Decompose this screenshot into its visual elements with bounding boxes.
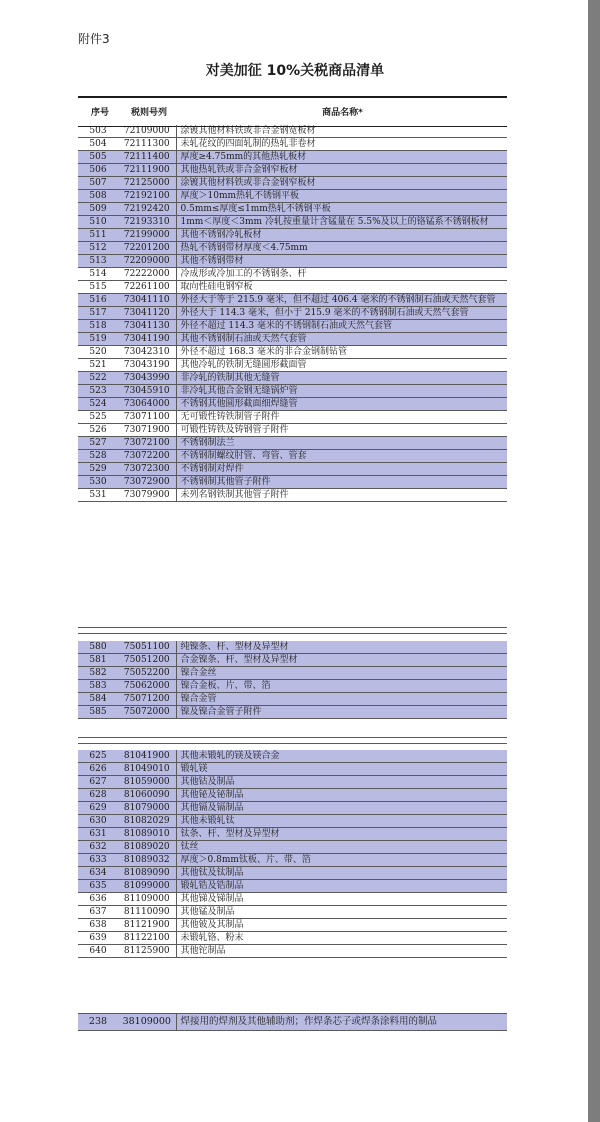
row-number: 526: [78, 424, 118, 437]
row-product-name: 其他锑及锑制品: [176, 893, 507, 906]
row-product-name: 其他热轧铁或非合金钢窄板材: [176, 164, 507, 177]
row-product-name: 取向性硅电钢窄板: [176, 281, 507, 294]
row-product-name: 镍及镍合金管子附件: [176, 706, 507, 719]
table-row: [78, 307, 507, 320]
row-number: 521: [78, 359, 118, 372]
row-product-name: 镍合金板、片、带、箔: [176, 680, 507, 693]
row-tariff-code: 73072300: [118, 463, 176, 476]
table-row: [78, 125, 507, 138]
row-product-name: 其他钴及制品: [176, 776, 507, 789]
row-product-name: 其他不锈钢冷轧板材: [176, 229, 507, 242]
row-number: 580: [78, 641, 118, 654]
tariff-table-group-3: [78, 750, 507, 958]
row-tariff-code: 81125900: [118, 945, 176, 958]
row-tariff-code: 73041120: [118, 307, 176, 320]
row-tariff-code: 81049010: [118, 763, 176, 776]
row-number: 528: [78, 450, 118, 463]
row-product-name: 其他未锻轧钛: [176, 815, 507, 828]
row-number: 633: [78, 854, 118, 867]
table-row: [78, 706, 507, 719]
row-number: 585: [78, 706, 118, 719]
row-product-name: 热轧不锈钢带材厚度＜4.75mm: [176, 242, 507, 255]
row-product-name: 其他镉及镉制品: [176, 802, 507, 815]
row-product-name: 未列名钢铁制其他管子附件: [176, 489, 507, 502]
row-number: 506: [78, 164, 118, 177]
row-tariff-code: 73072900: [118, 476, 176, 489]
row-tariff-code: 75062000: [118, 680, 176, 693]
table-row: [78, 268, 507, 281]
row-product-name: 其他钛及钛制品: [176, 867, 507, 880]
row-product-name: 钛条、杆、型材及异型材: [176, 828, 507, 841]
row-number: 639: [78, 932, 118, 945]
table-row: [78, 1014, 507, 1031]
row-tariff-code: 81059000: [118, 776, 176, 789]
row-tariff-code: 81099000: [118, 880, 176, 893]
row-tariff-code: 73072200: [118, 450, 176, 463]
row-number: 511: [78, 229, 118, 242]
row-tariff-code: 72111400: [118, 151, 176, 164]
table-row: [78, 906, 507, 919]
table-row: [78, 763, 507, 776]
table-row: [78, 372, 507, 385]
row-number: 636: [78, 893, 118, 906]
tariff-table-group-1: [78, 125, 507, 502]
row-tariff-code: 81089090: [118, 867, 176, 880]
row-product-name: 其他铍及其制品: [176, 919, 507, 932]
row-product-name: 0.5mm≤厚度≤1mm热轧不锈钢平板: [176, 203, 507, 216]
row-product-name: 外径大于等于 215.9 毫米，但不超过 406.4 毫米的不锈钢制石油或天然气套管: [176, 294, 507, 307]
row-tariff-code: 72109000: [118, 125, 176, 138]
row-tariff-code: 73043190: [118, 359, 176, 372]
row-product-name: 镍合金丝: [176, 667, 507, 680]
table-row: [78, 680, 507, 693]
row-tariff-code: 72222000: [118, 268, 176, 281]
row-number: 520: [78, 346, 118, 359]
row-product-name: 外径不超过 114.3 毫米的不锈钢制石油或天然气套管: [176, 320, 507, 333]
header-no: 序号: [90, 108, 109, 118]
row-tariff-code: 81121900: [118, 919, 176, 932]
row-number: 522: [78, 372, 118, 385]
row-number: 512: [78, 242, 118, 255]
row-number: 530: [78, 476, 118, 489]
row-product-name: 其他不锈钢制石油或天然气套管: [176, 333, 507, 346]
table-header: [78, 96, 507, 127]
table-row: [78, 945, 507, 958]
row-product-name: 不锈钢制螺纹肘管、弯管、管套: [176, 450, 507, 463]
row-tariff-code: 72192420: [118, 203, 176, 216]
table-row: [78, 932, 507, 945]
row-product-name: 厚度＞0.8mm钛板、片、带、箔: [176, 854, 507, 867]
row-tariff-code: 72201200: [118, 242, 176, 255]
row-tariff-code: 73064000: [118, 398, 176, 411]
table-row: [78, 854, 507, 867]
row-tariff-code: 73072100: [118, 437, 176, 450]
row-tariff-code: 72111900: [118, 164, 176, 177]
table-row: [78, 398, 507, 411]
row-tariff-code: 73041110: [118, 294, 176, 307]
row-tariff-code: 75071200: [118, 693, 176, 706]
row-number: 503: [78, 125, 118, 138]
table-row: [78, 346, 507, 359]
row-number: 584: [78, 693, 118, 706]
table-row: [78, 654, 507, 667]
table-row: [78, 294, 507, 307]
tariff-table-group-2: [78, 641, 507, 719]
row-product-name: 非冷轧的铁制其他无缝管: [176, 372, 507, 385]
row-tariff-code: 81079000: [118, 802, 176, 815]
row-tariff-code: 75072000: [118, 706, 176, 719]
row-tariff-code: 38109000: [118, 1014, 176, 1031]
row-number: 517: [78, 307, 118, 320]
row-number: 625: [78, 750, 118, 763]
row-product-name: 涂镀其他材料铁或非合金钢宽板材: [176, 125, 507, 138]
table-row: [78, 216, 507, 229]
row-product-name: 其他锰及制品: [176, 906, 507, 919]
row-number: 505: [78, 151, 118, 164]
scrollbar[interactable]: [588, 0, 600, 1122]
header-name: 商品名称*: [322, 108, 363, 118]
table-row: [78, 789, 507, 802]
row-product-name: 非冷轧其他合金钢无缝锅炉管: [176, 385, 507, 398]
row-tariff-code: 81089010: [118, 828, 176, 841]
row-tariff-code: 73043990: [118, 372, 176, 385]
row-product-name: 不锈钢制对焊件: [176, 463, 507, 476]
row-number: 638: [78, 919, 118, 932]
table-row: [78, 776, 507, 789]
table-row: [78, 867, 507, 880]
row-number: 632: [78, 841, 118, 854]
row-number: 627: [78, 776, 118, 789]
row-tariff-code: 75051100: [118, 641, 176, 654]
header-code: 税则号列: [130, 108, 167, 118]
row-product-name: 不锈钢制其他管子附件: [176, 476, 507, 489]
row-number: 531: [78, 489, 118, 502]
row-tariff-code: 81082029: [118, 815, 176, 828]
row-number: 629: [78, 802, 118, 815]
row-product-name: 其他冷轧的铁制无缝圆形截面管: [176, 359, 507, 372]
table-row: [78, 203, 507, 216]
table-row: [78, 177, 507, 190]
row-number: 519: [78, 333, 118, 346]
row-number: 581: [78, 654, 118, 667]
row-product-name: 无可锻性铸铁制管子附件: [176, 411, 507, 424]
row-number: 525: [78, 411, 118, 424]
row-tariff-code: 73045910: [118, 385, 176, 398]
table-row: [78, 320, 507, 333]
row-tariff-code: 73071100: [118, 411, 176, 424]
section-gap: [78, 737, 507, 744]
row-number: 518: [78, 320, 118, 333]
table-row: [78, 750, 507, 763]
table-row: [78, 693, 507, 706]
row-number: 516: [78, 294, 118, 307]
row-product-name: 厚度＞10mm热轧不锈钢平板: [176, 190, 507, 203]
row-product-name: 钛丝: [176, 841, 507, 854]
table-row: [78, 359, 507, 372]
row-number: 631: [78, 828, 118, 841]
table-row: [78, 815, 507, 828]
row-product-name: 外径大于 114.3 毫米，但小于 215.9 毫米的不锈钢制石油或天然气套管: [176, 307, 507, 320]
row-tariff-code: 73042310: [118, 346, 176, 359]
row-product-name: 焊接用的焊剂及其他辅助剂；作焊条芯子或焊条涂料用的制品: [176, 1014, 507, 1031]
table-row: [78, 242, 507, 255]
table-row: [78, 437, 507, 450]
row-product-name: 可锻性铸铁及铸钢管子附件: [176, 424, 507, 437]
row-product-name: 不锈钢其他圆形截面细焊缝管: [176, 398, 507, 411]
row-tariff-code: 81089032: [118, 854, 176, 867]
row-tariff-code: 73079900: [118, 489, 176, 502]
table-row: [78, 190, 507, 203]
row-tariff-code: 75052200: [118, 667, 176, 680]
row-product-name: 不锈钢制法兰: [176, 437, 507, 450]
attachment-label: 附件3: [78, 32, 110, 46]
row-product-name: 其他不锈钢带材: [176, 255, 507, 268]
table-row: [78, 138, 507, 151]
table-row: [78, 802, 507, 815]
page-title: 对美加征 10%关税商品清单: [205, 63, 385, 79]
row-number: 513: [78, 255, 118, 268]
row-product-name: 其他未锻轧的镁及镁合金: [176, 750, 507, 763]
table-row: [78, 255, 507, 268]
row-number: 524: [78, 398, 118, 411]
row-number: 635: [78, 880, 118, 893]
table-row: [78, 476, 507, 489]
row-tariff-code: 81122100: [118, 932, 176, 945]
row-product-name: 其他铋及铋制品: [176, 789, 507, 802]
row-number: 527: [78, 437, 118, 450]
row-tariff-code: 72209000: [118, 255, 176, 268]
row-product-name: 镍合金管: [176, 693, 507, 706]
table-row: [78, 229, 507, 242]
row-tariff-code: 81041900: [118, 750, 176, 763]
row-tariff-code: 73041190: [118, 333, 176, 346]
row-number: 514: [78, 268, 118, 281]
table-row: [78, 281, 507, 294]
table-row: [78, 151, 507, 164]
row-tariff-code: 72199000: [118, 229, 176, 242]
row-product-name: 合金镍条、杆、型材及异型材: [176, 654, 507, 667]
table-row: [78, 489, 507, 502]
row-tariff-code: 81089020: [118, 841, 176, 854]
table-row: [78, 463, 507, 476]
table-row: [78, 667, 507, 680]
row-number: 515: [78, 281, 118, 294]
table-row: [78, 333, 507, 346]
table-row: [78, 828, 507, 841]
row-tariff-code: 72193310: [118, 216, 176, 229]
row-number: 238: [78, 1014, 118, 1031]
row-number: 529: [78, 463, 118, 476]
section-gap: [78, 627, 507, 634]
table-row: [78, 641, 507, 654]
table-row: [78, 450, 507, 463]
row-product-name: 厚度≥4.75mm的其他热轧板材: [176, 151, 507, 164]
table-row: [78, 893, 507, 906]
row-product-name: 外径不超过 168.3 毫米的非合金钢制钻管: [176, 346, 507, 359]
tariff-table-group-4: [78, 1013, 507, 1031]
row-number: 626: [78, 763, 118, 776]
row-tariff-code: 75051200: [118, 654, 176, 667]
row-product-name: 1mm＜厚度＜3mm 冷轧按重量计含锰量在 5.5%及以上的铬锰系不锈钢板材: [176, 216, 507, 229]
row-product-name: 纯镍条、杆、型材及异型材: [176, 641, 507, 654]
table-row: [78, 164, 507, 177]
row-tariff-code: 72111300: [118, 138, 176, 151]
row-number: 637: [78, 906, 118, 919]
table-row: [78, 919, 507, 932]
table-row: [78, 880, 507, 893]
table-row: [78, 385, 507, 398]
row-tariff-code: 72261100: [118, 281, 176, 294]
row-number: 583: [78, 680, 118, 693]
row-number: 507: [78, 177, 118, 190]
row-number: 630: [78, 815, 118, 828]
row-number: 509: [78, 203, 118, 216]
row-number: 582: [78, 667, 118, 680]
row-product-name: 其他铊制品: [176, 945, 507, 958]
row-tariff-code: 81060090: [118, 789, 176, 802]
row-tariff-code: 72192100: [118, 190, 176, 203]
row-product-name: 锻轧锆及锆制品: [176, 880, 507, 893]
row-number: 628: [78, 789, 118, 802]
row-tariff-code: 72125000: [118, 177, 176, 190]
row-number: 634: [78, 867, 118, 880]
table-row: [78, 841, 507, 854]
table-row: [78, 424, 507, 437]
row-number: 504: [78, 138, 118, 151]
row-tariff-code: 81109000: [118, 893, 176, 906]
row-product-name: 冷成形或冷加工的不锈钢条、杆: [176, 268, 507, 281]
row-number: 640: [78, 945, 118, 958]
row-number: 510: [78, 216, 118, 229]
row-number: 523: [78, 385, 118, 398]
row-product-name: 锻轧镁: [176, 763, 507, 776]
row-number: 508: [78, 190, 118, 203]
row-product-name: 涂镀其他材料铁或非合金钢窄板材: [176, 177, 507, 190]
table-row: [78, 411, 507, 424]
row-tariff-code: 73071900: [118, 424, 176, 437]
row-product-name: 未轧花纹的四面轧制的热轧非卷材: [176, 138, 507, 151]
row-tariff-code: 73041130: [118, 320, 176, 333]
row-tariff-code: 81110090: [118, 906, 176, 919]
row-product-name: 未锻轧铬、粉末: [176, 932, 507, 945]
